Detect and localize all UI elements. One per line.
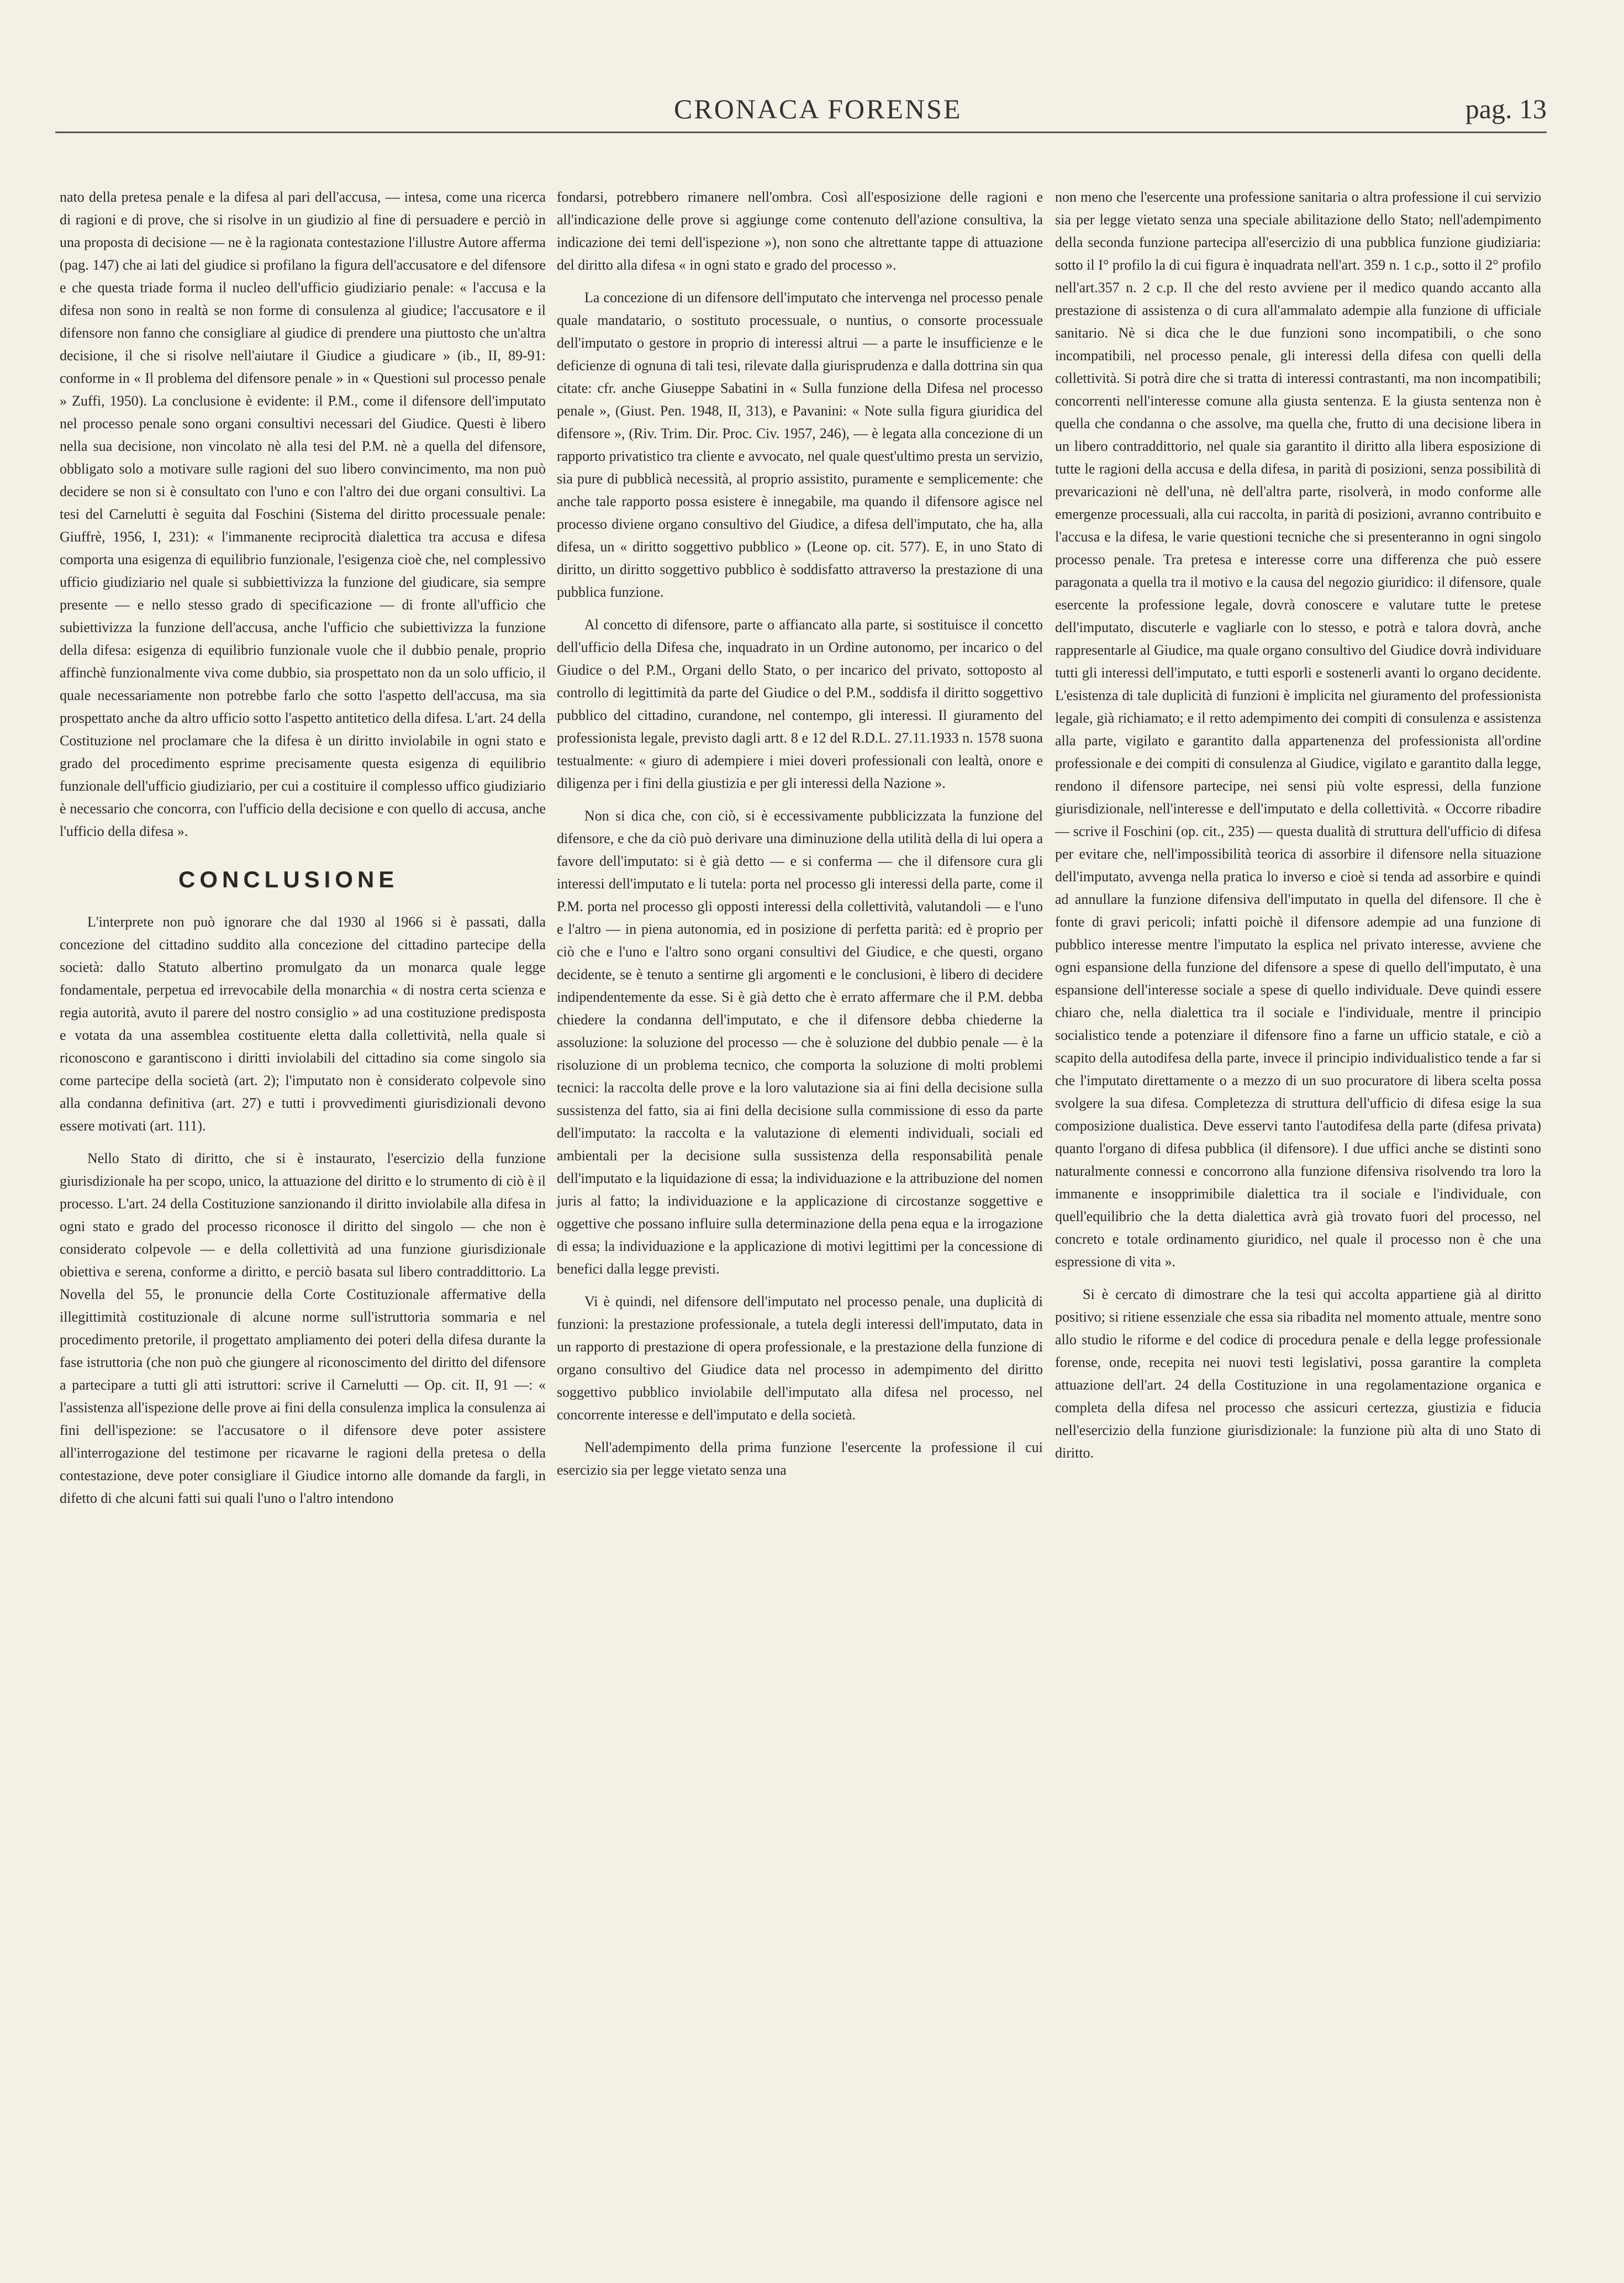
paragraph: L'interprete non può ignorare che dal 1930 al 1966 si è passati, dalla concezione del cittadino suddito alla concezione del cittadino partecipe della società: dallo Statuto albertino promulgato da un monarca quale legge fondamentale, perpetua ed irrevocabile della monarchia « di nostra certa scienza e regia autorità, avuto il parere del nostro consiglio » ad una costituzione predisposta e votata da una assemblea costituente eletta dalla collettività, nella quale si riconoscono e garantiscono i diritti inviolabili del cittadino sia come singolo sia come partecipe della società (art. 2); l'imputato non è considerato colpevole sino alla condanna definitiva (art. 27) e tutti i provvedimenti giurisdizionali devono essere motivati (art. 111). bbox=[60, 914, 546, 1134]
header-rule bbox=[55, 131, 1547, 133]
paragraph: La concezione di un difensore dell'imputato che intervenga nel processo penale quale mandatario, o sostituto processuale, o nuntius, o consorte processuale dell'imputato o gestore in proprio di interessi altrui — a parte le insufficienze e le deficienze di ognuna di tali tesi, rilevate dalla giurisprudenza e dalla dottrina sin qua citate: cfr. anche Giuseppe Sabatini in « Sulla funzione della Difesa nel processo penale », (Giust. Pen. 1948, II, 313), e Pavanini: « Note sulla figura giuridica del difensore », (Riv. Trim. Dir. Proc. Civ. 1957, 246), — è legata alla concezione di un rapporto privatistico tra cliente e avvocato, nel quale quest'ultimo presta un servizio, sia pure di pubblicà necessità, al proprio assistito, puramente e semplicemente: che anche tale rapporto possa esistere è innegabile, ma quando il difensore agisce nel processo diviene organo consultivo del Giudice, a difesa dell'imputato, che ha, alla difesa, un « diritto soggettivo pubblico » (Leone op. cit. 577). E, in uno Stato di diritto, un diritto soggettivo pubblico è soddisfatto attraverso la prestazione di una pubblica funzione. bbox=[557, 290, 1043, 600]
paragraph: Si è cercato di dimostrare che la tesi qui accolta appartiene già al diritto positivo; si ritiene essenziale che essa sia ribadita nel momento attuale, mentre sono allo studio le riforme e del codice di procedura penale e della legge professionale forense, onde, recepita nei nuovi testi legislativi, possa garantire la completa attuazione dell'art. 24 della Costituzione in una regolamentazione organica e completa della difesa nel processo che assicuri certezza, giustizia e fiducia nell'esercizio della funzione giurisdizionale: la funzione più alta di uno Stato di diritto. bbox=[1055, 1286, 1541, 1461]
journal-title: CRONACA FORENSE bbox=[674, 93, 962, 124]
paragraph: nato della pretesa penale e la difesa al pari dell'accusa, — intesa, come una ricerca di ragioni e di prove, che si risolve in un giudizio al fine di persuadere e perciò in una proposta di decisione — ne è la ragionata contestazione l'illustre Autore afferma (pag. 147) che ai lati del giudice si profilano la figura dell'accusatore e del difensore e che questa triade forma il nucleo dell'ufficio giudiziario penale: « l'accusa e la difesa non sono in realtà se non forme di consulenza al giudice; l'accusatore e il difensore non fanno che consigliare al giudice di prendere una piuttosto che un'altra decisione, il che si risolve nell'aiutare il Giudice a giudicare » (ib., II, 89-91: conforme in « Il problema del difensore penale » in « Questioni sul processo penale » Zuffi, 1950). La conclusione è evidente: il P.M., come il difensore dell'imputato nel processo penale sono organi consultivi necessari del Giudice. Questi è libero nella sua decisione, non vincolato nè alla tesi del P.M. nè a quella del difensore, obbligato solo a motivare sulle ragioni del suo libero convincimento, ma non può decidere se non si è consultato con l'uno e con l'altro dei due organi consultivi. La tesi del Carnelutti è seguita dal Foschini (Sistema del diritto processuale penale: Giuffrè, 1956, I, 231): « l'immanente reciprocità dialettica tra accusa e difesa comporta una esigenza di equilibrio funzionale, l'esigenza cioè che, nel complessivo ufficio giudiziario nel quale si subbiettivizza la funzione del giudicare, sia sempre presente — e nello stesso grado di specificazione — di fronte all'ufficio che subiettivizza la funzione dell'accusa, anche l'ufficio che subiettivizza la funzione della difesa: esigenza di equilibrio funzionale vuole che il dubbio penale, proprio affinchè funzionalmente viva come dubbio, sia prospettato non da un solo ufficio, il quale necessariamente non potrebbe farlo che sotto l'aspetto dell'accusa, ma sia prospettato anche da altro ufficio sotto l'aspetto antitetico della difesa. L'art. 24 della Costituzione nel proclamare che la difesa è un diritto inviolabile in ogni stato e grado del procedimento esprime precisamente questa esigenza di equilibrio funzionale dell'ufficio giudiziario, per cui a costituire il complesso uffico giudiziario è necessario che concorra, con l'ufficio della decisione e con quello di accusa, anche l'ufficio della difesa ». bbox=[60, 189, 546, 839]
text-column-2 bbox=[557, 186, 1043, 1491]
paragraph: Nello Stato di diritto, che si è instaurato, l'esercizio della funzione giurisdizionale ha per scopo, unico, la attuazione del diritto e lo strumento di ciò è il processo. L'art. 24 della Costituzione sanzionando il diritto inviolabile alla difesa in ogni stato e grado del processo riconosce il diritto del singolo — che non è considerato colpevole — e della collettività ad una funzione giurisdizionale obiettiva e serena, conforme a diritto, e perciò basata sul libero contraddittorio. La Novella del 55, le pronuncie della Corte Costituzionale affermative della illegittimità costituzionale di alcune norme sull'istruttoria sommaria e nel procedimento pretorile, il progettato ampliamento dei poteri della difesa durante la fase istruttoria (che non può che giungere al riconoscimento del diritto del difensore a partecipare a tutti gli atti istruttori: scrive il Carnelutti — Op. cit. II, 91 —: « l'assistenza all'ispezione delle prove ai fini della consulenza implica la consulenza ai fini dell'ispezione: se l'accusatore o il difensore deve poter assistere all'interrogazione del testimone per ricavarne le ragioni della pretesa o della contestazione, deve poter consigliare il Giudice intorno alle domande da fargli, in difetto di che alcuni fatti sui quali l'uno o l'altro intendono bbox=[60, 1150, 546, 1506]
paragraph: non meno che l'esercente una professione sanitaria o altra professione il cui servizio sia per legge vietato senza una speciale abilitazione dello Stato; nell'adempimento della seconda funzione partecipa all'esercizio di una pubblica funzione giudiziaria: sotto il I° profilo la di cui figura è inquadrata nell'art. 359 n. 1 c.p., sotto il 2° profilo nell'art.357 n. 2 c.p. Il che del resto avviene per il medico quando accanto alla prestazione di assistenza o di cura all'ammalato adempie alla funzione di ufficiale sanitario. Nè si dica che le due funzioni sono incompatibili, o che sono incompatibili, nel processo penale, gli interessi della difesa con quelli della collettività. Si potrà dire che si tratta di interessi contrastanti, ma non incompatibili; concorrenti nell'interesse comune alla giusta sentenza. E la giusta sentenza non è quella che condanna o che assolve, ma quella che, frutto di una decisione libera in un libero contraddittorio, nel quale sia garantito il diritto alla libera esposizione di tutte le ragioni della accusa e della difesa, in parità di posizioni, senza possibilità di prevaricazioni nè dell'una, nè dell'altra parte, risolverà, in modo conforme alle emergenze processuali, alla cui raccolta, in parità di posizioni, avranno contribuito e l'accusa e la difesa, le varie questioni tecniche che si presenteranno in ogni singolo processo penale. Tra pretesa e interesse corre una differenza che può essere paragonata a quella tra il motivo e la causa del negozio giuridico: il difensore, quale esercente la professione legale, dovrà conoscere e valutare tutte le pretese dell'imputato, discuterle e vagliarle con lo stesso, e potrà e talora dovrà, anche rappresentarle al Giudice, ma quale organo consultivo del Giudice dovrà individuare tutti gli interessi dell'imputato, e tutti esporli e sostenerli avanti lo organo decidente. L'esistenza di tale duplicità di funzioni è implicita nel giuramento del professionista legale, già richiamato; e il retto adempimento dei compiti di consulenza e assistenza alla parte, vigilato e garantito dalla appartenenza del professionista all'ordine professionale e dei compiti di consulenza al Giudice, vigilato e garantito dalla legge, rendono il difensore partecipe, nei sensi più volte espressi, della funzione giurisdizionale, nell'interesse e dell'imputato e della collettività. « Occorre ribadire — scrive il Foschini (op. cit., 235) — questa dualità di struttura dell'ufficio di difesa per evitare che, nell'impossibilità teorica di assorbire il difensore nella situazione dell'imputato, avvenga nella pratica lo inverso e cioè si tenda ad assorbire e quindi ad annullare la funzione difensiva dell'imputato in quella del difensore. Il che è fonte di gravi pericoli; infatti poichè il difensore adempie ad una funzione di pubblico interesse mentre l'imputato la esplica nel privato interesse, avviene che ogni espansione della funzione del difensore a spese di quello dell'imputato, è una espansione dell'interesse sociale a spese di quello individuale. Deve quindi essere chiaro che, nella dialettica tra il sociale e l'individuale, mentre il principio socialistico tende a potenziare il difensore fino a farne un ufficio statale, e ciò a scapito della autodifesa della parte, invece il principio individualistico tende a far si che l'imputato direttamente o a mezzo di un suo procuratore di libera scelta possa svolgere la sua difesa. Completezza di struttura dell'ufficio di difesa esige la sua composizione dualistica. Deve esservi tanto l'autodifesa della parte (difesa privata) quanto l'organo di difesa pubblica (il difensore). I due uffici anche se distinti sono naturalmente connessi e concorrono alla funzione difensiva risolvendo tra loro la immanente e insopprimibile dialettica tra il sociale e l'individuale, con quell'equilibrio che la detta dialettica avrà già trovato fuori del processo, nel concreto e totale ordinamento giuridico, nel quale il processo non è che una espressione di vita ». bbox=[1055, 189, 1541, 1270]
page-header bbox=[55, 93, 1547, 131]
paragraph: Non si dica che, con ciò, si è eccessivamente pubblicizzata la funzione del difensore, e che da ciò può derivare una diminuzione della utilità della di lui opera a favore dell'imputato: si è già detto — e si conferma — che il difensore cura gli interessi dell'imputato e li tutela: porta nel processo gli interessi della parte, come il P.M. porta nel processo gli opposti interessi della collettività, valutandoli — e l'uno e l'altro — in piena autonomia, ed in posizione di perfetta parità: ed è proprio per ciò che e l'uno e l'altro sono organi consultivi del Giudice, e che questi, organo decidente, se è tenuto a sentirne gli argomenti e le conclusioni, è libero di decidere indipendentemente da esse. Si è già detto che è errato affermare che il P.M. debba chiedere la condanna dell'imputato, e che il difensore debba chiederne la assoluzione: la soluzione del processo — che è soluzione del dubbio penale — è la risoluzione di un problema tecnico, che comporta la soluzione di molti problemi tecnici: la raccolta delle prove e la loro valutazione sia ai fini della decisione sulla sussistenza del fatto, sia ai fini della decisione sulla commissione di esso da parte dell'imputato: la raccolta e la valutazione di elementi individuali, sociali ed ambientali per la decisione sulla sussistenza della responsabilità penale dell'imputato e la liquidazione di essa; la individuazione e la attribuzione del nomen juris al fatto; la individuazione e la applicazione di circostanze soggettive e oggettive che possano influire sulla determinazione della pena equa e la irrogazione di essa; la individuazione e la applicazione di motivi legittimi per la concessione di benefici dalla legge previsti. bbox=[557, 808, 1043, 1277]
paragraph: Vi è quindi, nel difensore dell'imputato nel processo penale, una duplicità di funzioni: la prestazione professionale, a tutela degli interessi dell'imputato, data in un rapporto di prestazione di opera professionale, e la prestazione della funzione di organo consultivo del Giudice data nel processo in adempimento del diritto soggettivo pubblico inviolabile dell'imputato alla difesa nel processo, nel concorrente interesse e dell'imputato e della società. bbox=[557, 1293, 1043, 1423]
paragraph: fondarsi, potrebbero rimanere nell'ombra. Così all'esposizione delle ragioni e all'indicazione delle prove si aggiunge come contenuto dell'azione consultiva, la indicazione dei temi dell'ispezione »), non sono che altrettante tappe di attuazione del diritto alla difesa « in ogni stato e grado del processo ». bbox=[557, 189, 1043, 273]
paragraph: Al concetto di difensore, parte o affiancato alla parte, si sostituisce il concetto dell'ufficio della Difesa che, inquadrato in un Ordine autonomo, per incarico o del Giudice o del P.M., Organi dello Stato, o per incarico del privato, sottoposto al controllo di legittimità da parte del Giudice o del P.M., soddisfa il diritto soggettivo pubblico del cittadino, curandone, nel contempo, gli interessi. Il giuramento del professionista legale, previsto dagli artt. 8 e 12 del R.D.L. 27.11.1933 n. 1578 suona testualmente: « giuro di adempiere i miei doveri professionali con lealtà, onore e diligenza per i fini della giustizia e per gli interessi della Nazione ». bbox=[557, 617, 1043, 791]
page-number: pag. 13 bbox=[1465, 93, 1547, 124]
text-column-3 bbox=[1055, 186, 1541, 1474]
section-heading: CONCLUSIONE bbox=[178, 866, 399, 892]
text-column-1 bbox=[60, 186, 546, 1519]
paragraph: Nell'adempimento della prima funzione l'esercente la professione il cui esercizio sia per legge vietato senza una bbox=[557, 1439, 1043, 1478]
